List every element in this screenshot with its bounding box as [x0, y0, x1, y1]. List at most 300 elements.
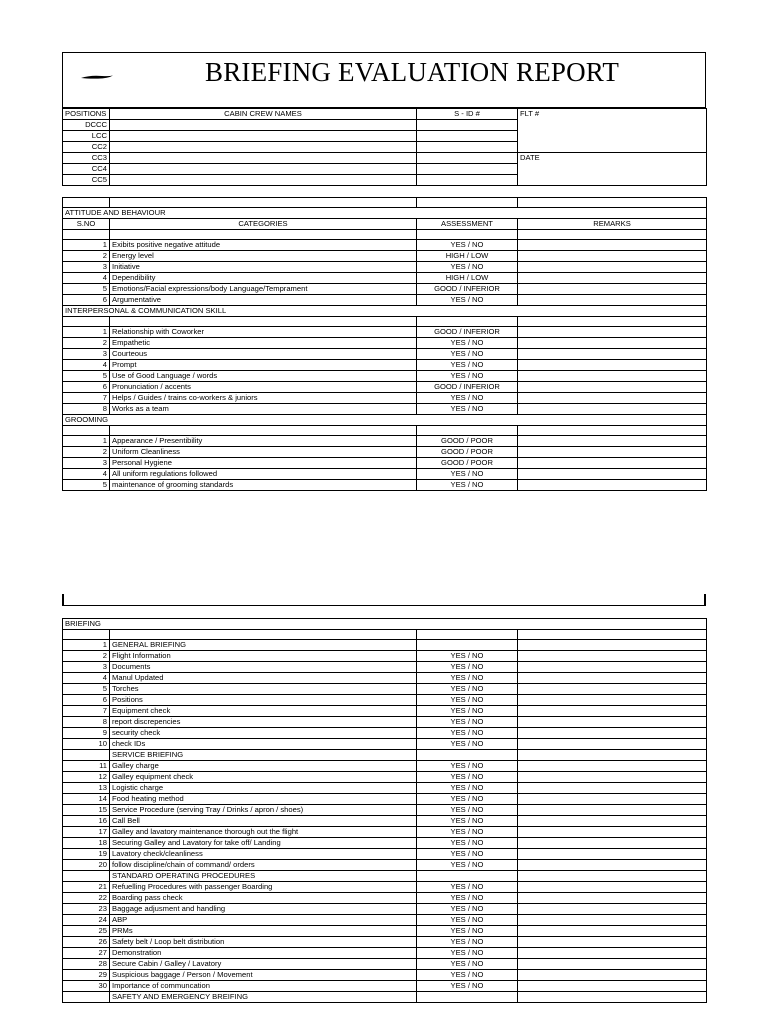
crew-name-field[interactable]: [110, 142, 417, 153]
assessment-options[interactable]: GOOD / INFERIOR: [417, 327, 518, 338]
briefing-row: [63, 838, 707, 849]
briefing-row: [63, 849, 707, 860]
section-header-row: [63, 208, 707, 219]
item-category: Initiative: [110, 262, 417, 273]
assessment-options[interactable]: YES / NO: [417, 805, 518, 816]
briefing-header-row: [63, 619, 707, 630]
crew-sid-field[interactable]: [417, 131, 518, 142]
item-number: 15: [63, 805, 110, 816]
item-category: Boarding pass check: [110, 893, 417, 904]
item-category: GENERAL BRIEFING: [110, 640, 417, 651]
item-number: 1: [63, 327, 110, 338]
assessment-options[interactable]: YES / NO: [417, 882, 518, 893]
crew-table: [62, 108, 707, 186]
item-number: 16: [63, 816, 110, 827]
assessment-options[interactable]: GOOD / POOR: [417, 436, 518, 447]
item-number: 21: [63, 882, 110, 893]
spacer-row: [63, 426, 707, 436]
item-category: Personal Hygiene: [110, 458, 417, 469]
remarks-field[interactable]: [518, 349, 707, 360]
item-category: Torches: [110, 684, 417, 695]
item-number: 25: [63, 926, 110, 937]
remarks-field[interactable]: [518, 838, 707, 849]
sid-header: S - ID #: [417, 109, 518, 120]
crew-position: CC4: [63, 164, 110, 175]
item-category: report discrepencies: [110, 717, 417, 728]
briefing-row: [63, 673, 707, 684]
item-category: Courteous: [110, 349, 417, 360]
remarks-field[interactable]: [518, 871, 707, 882]
briefing-table: [62, 618, 707, 1003]
assessment-options: [417, 640, 518, 651]
remarks-field[interactable]: [518, 240, 707, 251]
evaluation-row: [63, 338, 707, 349]
remarks-field[interactable]: [518, 992, 707, 1003]
item-number: 20: [63, 860, 110, 871]
crew-sid-field[interactable]: [417, 120, 518, 131]
briefing-row: [63, 970, 707, 981]
remarks-field[interactable]: [518, 447, 707, 458]
spacer-cell: [417, 230, 518, 240]
item-number: 27: [63, 948, 110, 959]
item-number: 24: [63, 915, 110, 926]
item-category: Service Procedure (serving Tray / Drinks / apron / shoes): [110, 805, 417, 816]
item-category: Documents: [110, 662, 417, 673]
item-category: Use of Good Language / words: [110, 371, 417, 382]
spacer-cell: [63, 426, 110, 436]
remarks-field[interactable]: [518, 849, 707, 860]
item-category: Importance of communcation: [110, 981, 417, 992]
crew-name-field[interactable]: [110, 164, 417, 175]
section-title: GROOMING: [63, 415, 707, 426]
crew-name-field[interactable]: [110, 175, 417, 186]
spacer-cell: [417, 317, 518, 327]
evaluation-row: [63, 349, 707, 360]
assessment-options[interactable]: YES / NO: [417, 728, 518, 739]
assessment-options[interactable]: YES / NO: [417, 838, 518, 849]
date-label: DATE: [520, 153, 540, 162]
item-number: [63, 750, 110, 761]
briefing-row: [63, 761, 707, 772]
item-category: Secure Cabin / Galley / Lavatory: [110, 959, 417, 970]
briefing-row: [63, 695, 707, 706]
assessment-options[interactable]: YES / NO: [417, 739, 518, 750]
briefing-row: [63, 882, 707, 893]
assessment-header: ASSESSMENT: [417, 219, 518, 230]
item-category: ABP: [110, 915, 417, 926]
remarks-field[interactable]: [518, 706, 707, 717]
assessment-options[interactable]: YES / NO: [417, 904, 518, 915]
spacer-cell: [110, 230, 417, 240]
remarks-field[interactable]: [518, 662, 707, 673]
remarks-field[interactable]: [518, 904, 707, 915]
spacer-row: [63, 198, 707, 208]
page-break-rule: [62, 594, 706, 606]
remarks-field[interactable]: [518, 404, 707, 415]
spacer-cell: [518, 198, 707, 208]
section-title: INTERPERSONAL & COMMUNICATION SKILL: [63, 306, 707, 317]
assessment-options[interactable]: YES / NO: [417, 915, 518, 926]
assessment-options[interactable]: HIGH / LOW: [417, 251, 518, 262]
item-category: Positions: [110, 695, 417, 706]
item-category: Pronunciation / accents: [110, 382, 417, 393]
item-number: 26: [63, 937, 110, 948]
assessment-options[interactable]: YES / NO: [417, 761, 518, 772]
section-title: ATTITUDE AND BEHAVIOUR: [63, 208, 707, 219]
remarks-field[interactable]: [518, 827, 707, 838]
positions-header: POSITIONS: [63, 109, 110, 120]
assessment-options[interactable]: YES / NO: [417, 772, 518, 783]
spacer-cell: [518, 230, 707, 240]
remarks-field[interactable]: [518, 915, 707, 926]
categories-header: CATEGORIES: [110, 219, 417, 230]
item-number: 5: [63, 480, 110, 491]
assessment-options[interactable]: YES / NO: [417, 662, 518, 673]
crew-position: CC3: [63, 153, 110, 164]
assessment-options[interactable]: YES / NO: [417, 360, 518, 371]
assessment-options[interactable]: YES / NO: [417, 783, 518, 794]
item-number: 18: [63, 838, 110, 849]
assessment-options: [417, 871, 518, 882]
item-category: security check: [110, 728, 417, 739]
item-category: Safety belt / Loop belt distribution: [110, 937, 417, 948]
assessment-options[interactable]: YES / NO: [417, 981, 518, 992]
remarks-field[interactable]: [518, 783, 707, 794]
item-number: 4: [63, 673, 110, 684]
evaluation-row: [63, 251, 707, 262]
item-number: 5: [63, 284, 110, 295]
assessment-options[interactable]: YES / NO: [417, 695, 518, 706]
crew-sid-field[interactable]: [417, 175, 518, 186]
briefing-row: [63, 805, 707, 816]
crew-position: DCCC: [63, 120, 110, 131]
spacer-cell: [110, 426, 417, 436]
item-category: Suspicious baggage / Person / Movement: [110, 970, 417, 981]
assessment-options[interactable]: YES / NO: [417, 849, 518, 860]
spacer-cell: [417, 426, 518, 436]
item-number: 3: [63, 458, 110, 469]
assessment-options: [417, 992, 518, 1003]
assessment-options[interactable]: YES / NO: [417, 860, 518, 871]
item-number: 19: [63, 849, 110, 860]
briefing-row: [63, 959, 707, 970]
assessment-options[interactable]: YES / NO: [417, 469, 518, 480]
assessment-options[interactable]: GOOD / INFERIOR: [417, 382, 518, 393]
remarks-field[interactable]: [518, 860, 707, 871]
item-category: Energy level: [110, 251, 417, 262]
item-number: 6: [63, 295, 110, 306]
spacer-cell: [518, 630, 707, 640]
evaluation-row: [63, 371, 707, 382]
item-number: 22: [63, 893, 110, 904]
item-category: Works as a team: [110, 404, 417, 415]
item-number: 3: [63, 349, 110, 360]
remarks-field[interactable]: [518, 684, 707, 695]
evaluation-row: [63, 240, 707, 251]
crew-name-field[interactable]: [110, 153, 417, 164]
briefing-subsection-row: [63, 871, 707, 882]
item-category: Galley charge: [110, 761, 417, 772]
spacer-cell: [417, 630, 518, 640]
remarks-field[interactable]: [518, 262, 707, 273]
evaluation-row: [63, 382, 707, 393]
assessment-options[interactable]: YES / NO: [417, 893, 518, 904]
assessment-options[interactable]: YES / NO: [417, 240, 518, 251]
assessment-options[interactable]: YES / NO: [417, 816, 518, 827]
briefing-subsection-row: [63, 992, 707, 1003]
item-category: Flight Information: [110, 651, 417, 662]
remarks-field[interactable]: [518, 673, 707, 684]
remarks-field[interactable]: [518, 436, 707, 447]
remarks-field[interactable]: [518, 469, 707, 480]
item-number: [63, 992, 110, 1003]
assessment-options[interactable]: YES / NO: [417, 926, 518, 937]
assessment-options[interactable]: GOOD / POOR: [417, 458, 518, 469]
column-header-row: [63, 219, 707, 230]
briefing-title: BRIEFING: [63, 619, 707, 630]
briefing-row: [63, 684, 707, 695]
airline-logo-icon: [80, 74, 114, 80]
remarks-field[interactable]: [518, 970, 707, 981]
item-number: 2: [63, 651, 110, 662]
spacer-cell: [110, 317, 417, 327]
evaluation-row: [63, 469, 707, 480]
item-number: 12: [63, 772, 110, 783]
item-category: maintenance of grooming standards: [110, 480, 417, 491]
spacer-row: [63, 317, 707, 327]
item-number: 5: [63, 371, 110, 382]
item-number: 28: [63, 959, 110, 970]
item-number: 11: [63, 761, 110, 772]
crew-sid-field[interactable]: [417, 164, 518, 175]
cabin-crew-names-header: CABIN CREW NAMES: [110, 109, 417, 120]
item-category: Exibits positive negative attitude: [110, 240, 417, 251]
evaluation-row: [63, 447, 707, 458]
assessment-options[interactable]: YES / NO: [417, 338, 518, 349]
assessment-options[interactable]: HIGH / LOW: [417, 273, 518, 284]
assessment-options[interactable]: YES / NO: [417, 684, 518, 695]
item-category: Dependibility: [110, 273, 417, 284]
assessment-options[interactable]: YES / NO: [417, 948, 518, 959]
date-field[interactable]: [518, 153, 707, 186]
remarks-field[interactable]: [518, 251, 707, 262]
briefing-row: [63, 860, 707, 871]
assessment-options[interactable]: YES / NO: [417, 404, 518, 415]
item-number: 30: [63, 981, 110, 992]
item-category: check IDs: [110, 739, 417, 750]
remarks-field[interactable]: [518, 981, 707, 992]
assessment-options[interactable]: YES / NO: [417, 827, 518, 838]
remarks-field[interactable]: [518, 371, 707, 382]
briefing-row: [63, 717, 707, 728]
item-category: Emotions/Facial expressions/body Language/Temprament: [110, 284, 417, 295]
spacer-cell: [518, 317, 707, 327]
briefing-row: [63, 893, 707, 904]
remarks-field[interactable]: [518, 695, 707, 706]
assessment-options[interactable]: YES / NO: [417, 970, 518, 981]
item-category: Empathetic: [110, 338, 417, 349]
remarks-field[interactable]: [518, 338, 707, 349]
flt-number-field[interactable]: [518, 109, 707, 153]
item-category: Lavatory check/cleanliness: [110, 849, 417, 860]
item-category: Prompt: [110, 360, 417, 371]
item-category: Baggage adjusment and handling: [110, 904, 417, 915]
assessment-options[interactable]: GOOD / POOR: [417, 447, 518, 458]
evaluation-row: [63, 295, 707, 306]
assessment-options[interactable]: GOOD / INFERIOR: [417, 284, 518, 295]
remarks-field[interactable]: [518, 717, 707, 728]
spacer-cell: [63, 198, 110, 208]
briefing-row: [63, 728, 707, 739]
assessment-options: [417, 750, 518, 761]
assessment-options[interactable]: YES / NO: [417, 717, 518, 728]
remarks-field[interactable]: [518, 360, 707, 371]
item-number: 2: [63, 251, 110, 262]
evaluation-table: [62, 197, 707, 491]
spacer-cell: [63, 630, 110, 640]
remarks-field[interactable]: [518, 816, 707, 827]
evaluation-row: [63, 404, 707, 415]
assessment-options[interactable]: YES / NO: [417, 673, 518, 684]
remarks-field[interactable]: [518, 772, 707, 783]
remarks-field[interactable]: [518, 937, 707, 948]
remarks-field[interactable]: [518, 640, 707, 651]
remarks-field[interactable]: [518, 794, 707, 805]
item-category: Refuelling Procedures with passenger Boarding: [110, 882, 417, 893]
remarks-field[interactable]: [518, 327, 707, 338]
item-number: 13: [63, 783, 110, 794]
remarks-field[interactable]: [518, 750, 707, 761]
briefing-row: [63, 783, 707, 794]
section-header-row: [63, 306, 707, 317]
item-number: 8: [63, 717, 110, 728]
evaluation-row: [63, 262, 707, 273]
spacer-cell: [110, 198, 417, 208]
remarks-field[interactable]: [518, 805, 707, 816]
item-category: STANDARD OPERATING PROCEDURES: [110, 871, 417, 882]
remarks-field[interactable]: [518, 739, 707, 750]
remarks-field[interactable]: [518, 948, 707, 959]
item-category: Securing Galley and Lavatory for take off/ Landing: [110, 838, 417, 849]
remarks-field[interactable]: [518, 893, 707, 904]
briefing-row: [63, 937, 707, 948]
remarks-header: REMARKS: [518, 219, 707, 230]
assessment-options[interactable]: YES / NO: [417, 371, 518, 382]
assessment-options[interactable]: YES / NO: [417, 295, 518, 306]
item-number: 4: [63, 360, 110, 371]
briefing-row: [63, 640, 707, 651]
briefing-row: [63, 651, 707, 662]
evaluation-row: [63, 360, 707, 371]
item-number: 5: [63, 684, 110, 695]
assessment-options[interactable]: YES / NO: [417, 794, 518, 805]
item-number: 8: [63, 404, 110, 415]
crew-sid-field[interactable]: [417, 142, 518, 153]
item-number: 3: [63, 262, 110, 273]
item-category: Galley equipment check: [110, 772, 417, 783]
assessment-options[interactable]: YES / NO: [417, 480, 518, 491]
item-category: Galley and lavatory maintenance thorough out the flight: [110, 827, 417, 838]
remarks-field[interactable]: [518, 480, 707, 491]
evaluation-row: [63, 327, 707, 338]
evaluation-row: [63, 273, 707, 284]
assessment-options[interactable]: YES / NO: [417, 937, 518, 948]
spacer-cell: [518, 426, 707, 436]
assessment-options[interactable]: YES / NO: [417, 349, 518, 360]
item-category: PRMs: [110, 926, 417, 937]
crew-position: CC5: [63, 175, 110, 186]
item-category: Logistic charge: [110, 783, 417, 794]
item-category: All uniform regulations followed: [110, 469, 417, 480]
remarks-field[interactable]: [518, 926, 707, 937]
crew-row: [63, 153, 707, 164]
remarks-field[interactable]: [518, 382, 707, 393]
spacer-row: [63, 230, 707, 240]
briefing-row: [63, 772, 707, 783]
item-category: Relationship with Coworker: [110, 327, 417, 338]
item-category: SERVICE BRIEFING: [110, 750, 417, 761]
briefing-row: [63, 915, 707, 926]
item-number: 10: [63, 739, 110, 750]
page-title: BRIEFING EVALUATION REPORT: [205, 57, 620, 87]
item-category: SAFETY AND EMERGENCY BREIFING: [110, 992, 417, 1003]
item-category: Appearance / Presentibility: [110, 436, 417, 447]
assessment-options[interactable]: YES / NO: [417, 706, 518, 717]
remarks-field[interactable]: [518, 959, 707, 970]
briefing-row: [63, 926, 707, 937]
crew-name-field[interactable]: [110, 120, 417, 131]
remarks-field[interactable]: [518, 651, 707, 662]
item-category: Uniform Cleanliness: [110, 447, 417, 458]
assessment-options[interactable]: YES / NO: [417, 262, 518, 273]
flt-label: FLT #: [520, 109, 540, 118]
briefing-row: [63, 904, 707, 915]
sno-header: S.NO: [63, 219, 110, 230]
item-number: 9: [63, 728, 110, 739]
spacer-cell: [63, 317, 110, 327]
briefing-row: [63, 827, 707, 838]
crew-sid-field[interactable]: [417, 153, 518, 164]
item-category: Helps / Guides / trains co-workers & juniors: [110, 393, 417, 404]
remarks-field[interactable]: [518, 273, 707, 284]
item-category: Food heating method: [110, 794, 417, 805]
item-category: Call Bell: [110, 816, 417, 827]
item-category: follow discipline/chain of command/ orders: [110, 860, 417, 871]
item-category: Manul Updated: [110, 673, 417, 684]
remarks-field[interactable]: [518, 728, 707, 739]
crew-name-field[interactable]: [110, 131, 417, 142]
assessment-options[interactable]: YES / NO: [417, 393, 518, 404]
assessment-options[interactable]: YES / NO: [417, 651, 518, 662]
briefing-row: [63, 794, 707, 805]
briefing-row: [63, 662, 707, 673]
item-number: 4: [63, 469, 110, 480]
remarks-field[interactable]: [518, 761, 707, 772]
assessment-options[interactable]: YES / NO: [417, 959, 518, 970]
spacer-cell: [63, 230, 110, 240]
item-number: [63, 871, 110, 882]
remarks-field[interactable]: [518, 295, 707, 306]
item-number: 23: [63, 904, 110, 915]
remarks-field[interactable]: [518, 458, 707, 469]
remarks-field[interactable]: [518, 284, 707, 295]
section-header-row: [63, 415, 707, 426]
item-number: 1: [63, 240, 110, 251]
remarks-field[interactable]: [518, 393, 707, 404]
remarks-field[interactable]: [518, 882, 707, 893]
item-number: 7: [63, 706, 110, 717]
item-number: 14: [63, 794, 110, 805]
